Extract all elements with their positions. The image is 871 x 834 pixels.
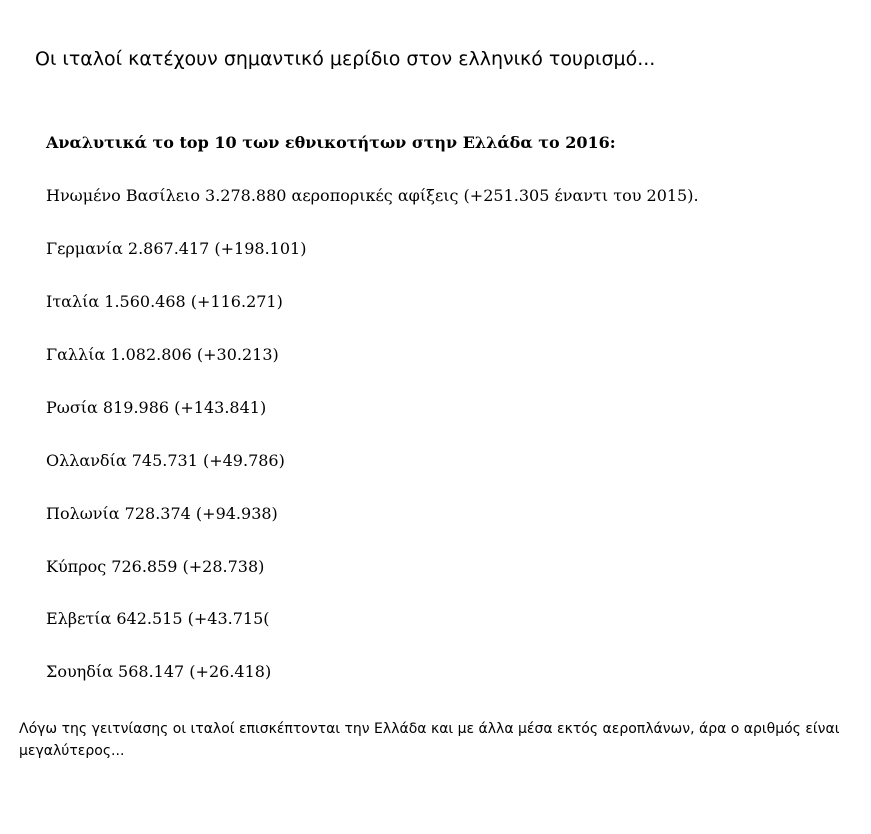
- list-item-cyprus: Κύπρος 726.859 (+28.738): [46, 557, 265, 576]
- list-item-france: Γαλλία 1.082.806 (+30.213): [46, 345, 279, 364]
- list-item-switzerland: Ελβετία 642.515 (+43.715(: [46, 609, 270, 628]
- list-item-uk: Ηνωμένο Βασίλειο 3.278.880 αεροπορικές αφίξεις (+251.305 έναντι του 2015).: [46, 186, 699, 205]
- list-item-poland: Πολωνία 728.374 (+94.938): [46, 504, 278, 523]
- footer-note: Λόγω της γειτνίασης οι ιταλοί επισκέπτονται την Ελλάδα και με άλλα μέσα εκτός αεροπλάνων, άρα ο αριθμός είναι μεγαλύτερος...: [19, 721, 840, 759]
- list-item-germany: Γερμανία 2.867.417 (+198.101): [46, 239, 307, 258]
- list-item-netherlands: Ολλανδία 745.731 (+49.786): [46, 451, 285, 470]
- list-item-russia: Ρωσία 819.986 (+143.841): [46, 398, 267, 417]
- list-item-italy: Ιταλία 1.560.468 (+116.271): [46, 292, 283, 311]
- list-item-sweden: Σουηδία 568.147 (+26.418): [46, 662, 272, 681]
- headline: Οι ιταλοί κατέχουν σημαντικό μερίδιο στον ελληνικό τουρισμό...: [35, 48, 656, 70]
- list-title: Αναλυτικά το top 10 των εθνικοτήτων στην Ελλάδα το 2016:: [46, 133, 616, 152]
